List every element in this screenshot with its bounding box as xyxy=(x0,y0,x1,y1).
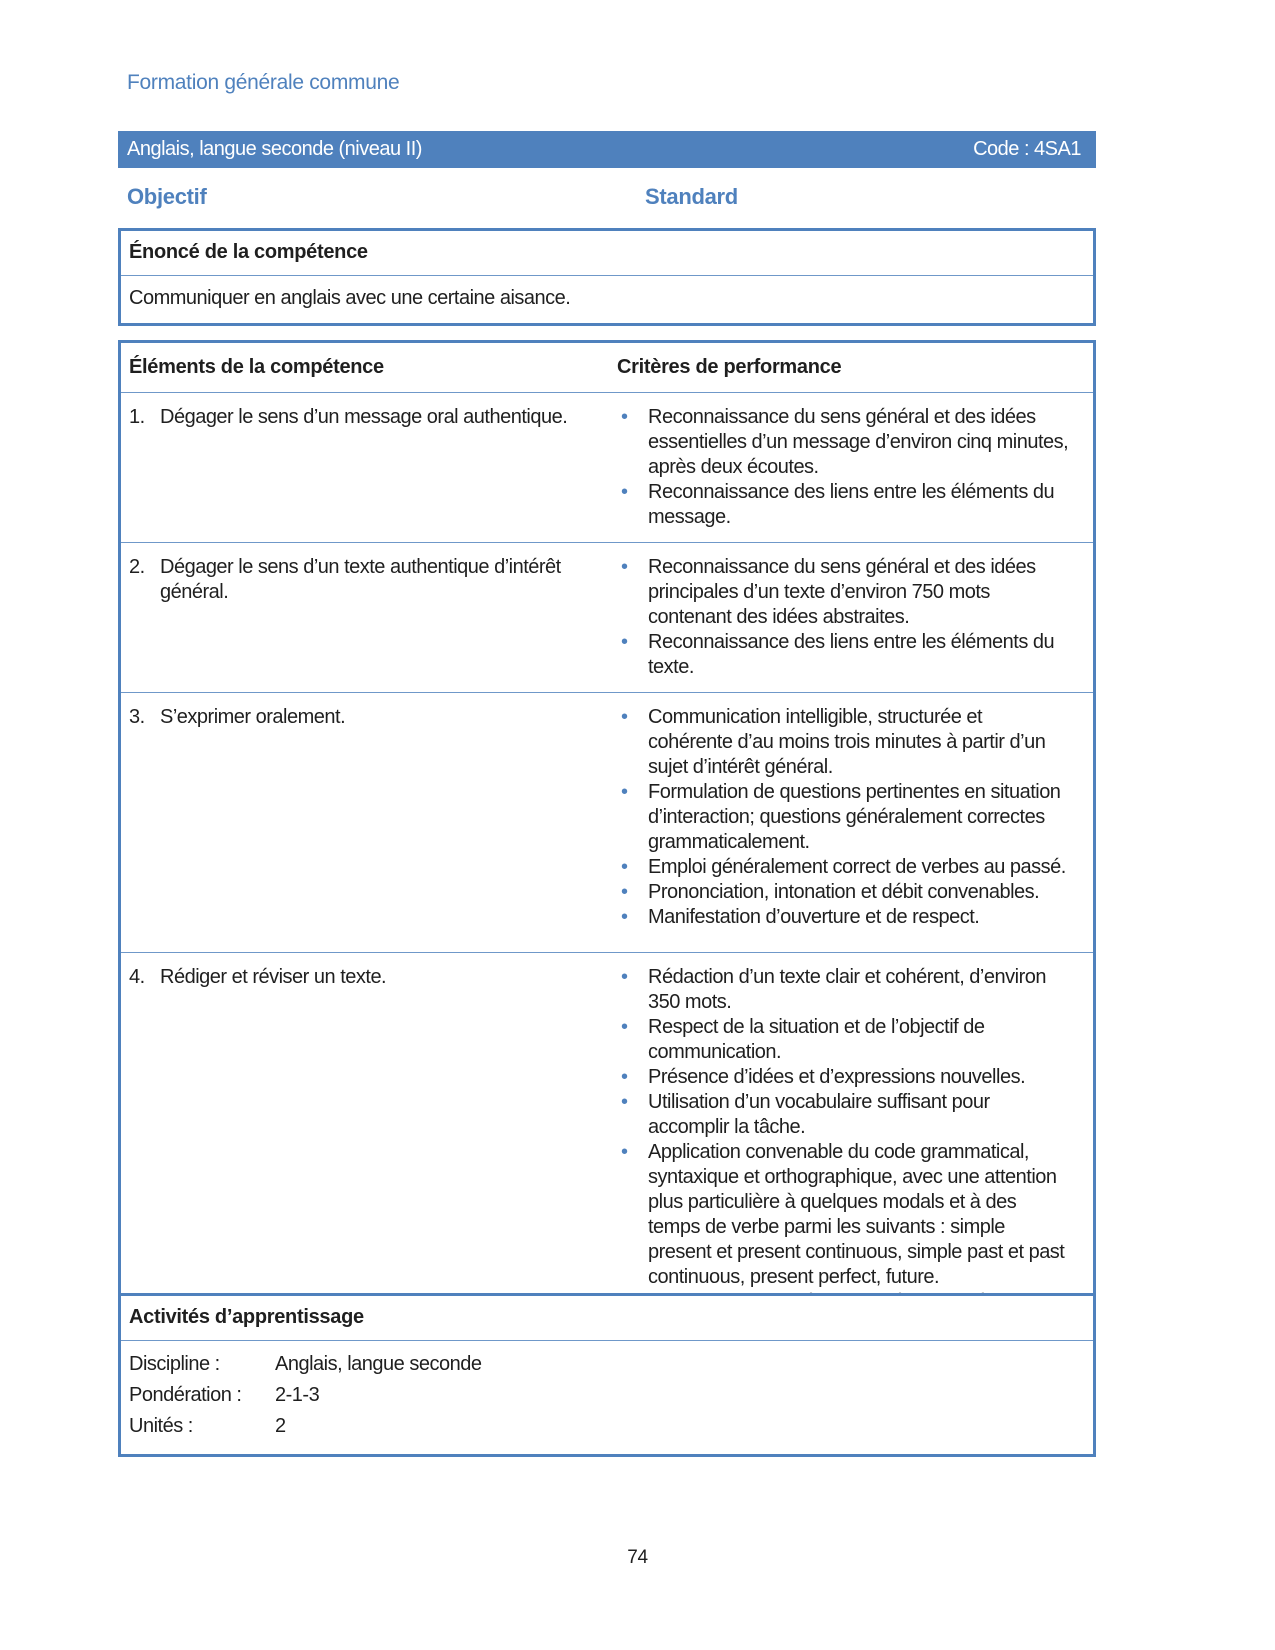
bullet-icon: • xyxy=(621,881,628,903)
competence-table xyxy=(118,340,1096,1330)
bullet-icon: • xyxy=(621,406,628,428)
element-text: Dégager le sens d’un message oral authentique. xyxy=(160,406,568,428)
criteria-text: Prononciation, intonation et débit convenables. xyxy=(648,881,1040,903)
bullet-icon: • xyxy=(621,966,628,988)
column-headings xyxy=(118,184,1096,211)
criteria-text: Communication intelligible, structurée et cohérente d’au moins trois minutes à partir d’un sujet d’intérêt général. xyxy=(648,706,1046,778)
bullet-icon: • xyxy=(621,631,628,653)
enonce-title: Énoncé de la compétence xyxy=(121,231,1093,276)
criteria-item xyxy=(617,965,1070,1015)
element-number: 4. xyxy=(129,966,145,988)
criteria-item xyxy=(617,1090,1070,1140)
bullet-icon: • xyxy=(621,781,628,803)
criteria-text: Reconnaissance du sens général et des idées principales d’un texte d’environ 750 mots contenant des idées abstraites. xyxy=(648,556,1036,628)
criteria-cell xyxy=(617,693,1093,952)
criteria-item xyxy=(617,880,1070,905)
element-text: S’exprimer oralement. xyxy=(160,706,346,728)
criteria-text: Présence d’idées et d’expressions nouvelles. xyxy=(648,1066,1026,1088)
bullet-icon: • xyxy=(621,481,628,503)
activities-body xyxy=(121,1341,1093,1454)
criteria-text: Emploi généralement correct de verbes au passé. xyxy=(648,856,1066,878)
criteria-item xyxy=(617,705,1070,780)
field-value: 2 xyxy=(275,1415,286,1437)
criteria-text: Reconnaissance des liens entre les éléments du message. xyxy=(648,481,1055,528)
bullet-icon: • xyxy=(621,556,628,578)
element-cell xyxy=(121,953,617,1327)
element-number: 3. xyxy=(129,706,145,728)
field-label: Unités : xyxy=(129,1415,193,1437)
criteria-text: Respect de la situation et de l’objectif de communication. xyxy=(648,1016,985,1063)
bullet-icon: • xyxy=(621,706,628,728)
activities-title: Activités d’apprentissage xyxy=(121,1296,1093,1341)
element-cell xyxy=(121,393,617,542)
course-title: Anglais, langue seconde (niveau II) xyxy=(127,138,422,160)
criteria-item xyxy=(617,1015,1070,1065)
table-header-row xyxy=(121,343,1093,393)
criteria-item xyxy=(617,405,1070,480)
enonce-box xyxy=(118,228,1096,326)
standard-heading: Standard xyxy=(645,184,738,209)
course-code: Code : 4SA1 xyxy=(973,138,1081,160)
criteria-text: Utilisation d’un vocabulaire suffisant pour accomplir la tâche. xyxy=(648,1091,990,1138)
activities-box xyxy=(118,1293,1096,1457)
objectif-heading: Objectif xyxy=(127,184,207,209)
col-header-criteres: Critères de performance xyxy=(617,356,842,378)
field-label: Pondération : xyxy=(129,1384,242,1406)
enonce-body: Communiquer en anglais avec une certaine aisance. xyxy=(129,287,571,309)
activities-field xyxy=(129,1411,1085,1442)
bullet-icon: • xyxy=(621,1091,628,1113)
criteria-text: Reconnaissance du sens général et des idées essentielles d’un message d’environ cinq minutes, après deux écoutes. xyxy=(648,406,1069,478)
criteria-item xyxy=(617,1065,1070,1090)
criteria-item xyxy=(617,555,1070,630)
criteria-item xyxy=(617,780,1070,855)
element-cell xyxy=(121,693,617,952)
criteria-cell xyxy=(617,393,1093,542)
section-header: Formation générale commune xyxy=(127,71,400,94)
criteria-text: Rédaction d’un texte clair et cohérent, d’environ 350 mots. xyxy=(648,966,1046,1013)
bullet-icon: • xyxy=(621,1066,628,1088)
col-header-elements: Éléments de la compétence xyxy=(129,356,384,378)
criteria-item xyxy=(617,480,1070,530)
field-value: 2-1-3 xyxy=(275,1384,320,1406)
element-number: 2. xyxy=(129,556,145,578)
criteria-text: Manifestation d’ouverture et de respect. xyxy=(648,906,980,928)
bullet-icon: • xyxy=(621,1141,628,1163)
criteria-text: Application convenable du code grammatical, syntaxique et orthographique, avec une attention plus particulière à quelques modals et à des temps de verbe parmi les suivants : simple present et present continuous, simple past et past continuous, present perfect, future. xyxy=(648,1141,1065,1288)
table-row xyxy=(121,693,1093,953)
criteria-item xyxy=(617,855,1070,880)
element-cell xyxy=(121,543,617,692)
page-number: 74 xyxy=(627,1547,648,1568)
criteria-item xyxy=(617,630,1070,680)
criteria-item xyxy=(617,905,1070,930)
criteria-item xyxy=(617,1140,1070,1290)
activities-field xyxy=(129,1349,1085,1380)
bullet-icon: • xyxy=(621,1016,628,1038)
field-value: Anglais, langue seconde xyxy=(275,1353,482,1375)
course-banner xyxy=(118,131,1096,168)
table-row xyxy=(121,393,1093,543)
bullet-icon: • xyxy=(621,856,628,878)
element-text: Rédiger et réviser un texte. xyxy=(160,966,387,988)
table-row xyxy=(121,543,1093,693)
element-number: 1. xyxy=(129,406,145,428)
criteria-text: Reconnaissance des liens entre les éléments du texte. xyxy=(648,631,1055,678)
criteria-cell xyxy=(617,953,1093,1327)
activities-field xyxy=(129,1380,1085,1411)
criteria-text: Formulation de questions pertinentes en situation d’interaction; questions généralement correctes grammaticalement. xyxy=(648,781,1061,853)
bullet-icon: • xyxy=(621,906,628,928)
element-text: Dégager le sens d’un texte authentique d’intérêt général. xyxy=(160,556,561,603)
criteria-cell xyxy=(617,543,1093,692)
table-row xyxy=(121,953,1093,1327)
field-label: Discipline : xyxy=(129,1353,220,1375)
